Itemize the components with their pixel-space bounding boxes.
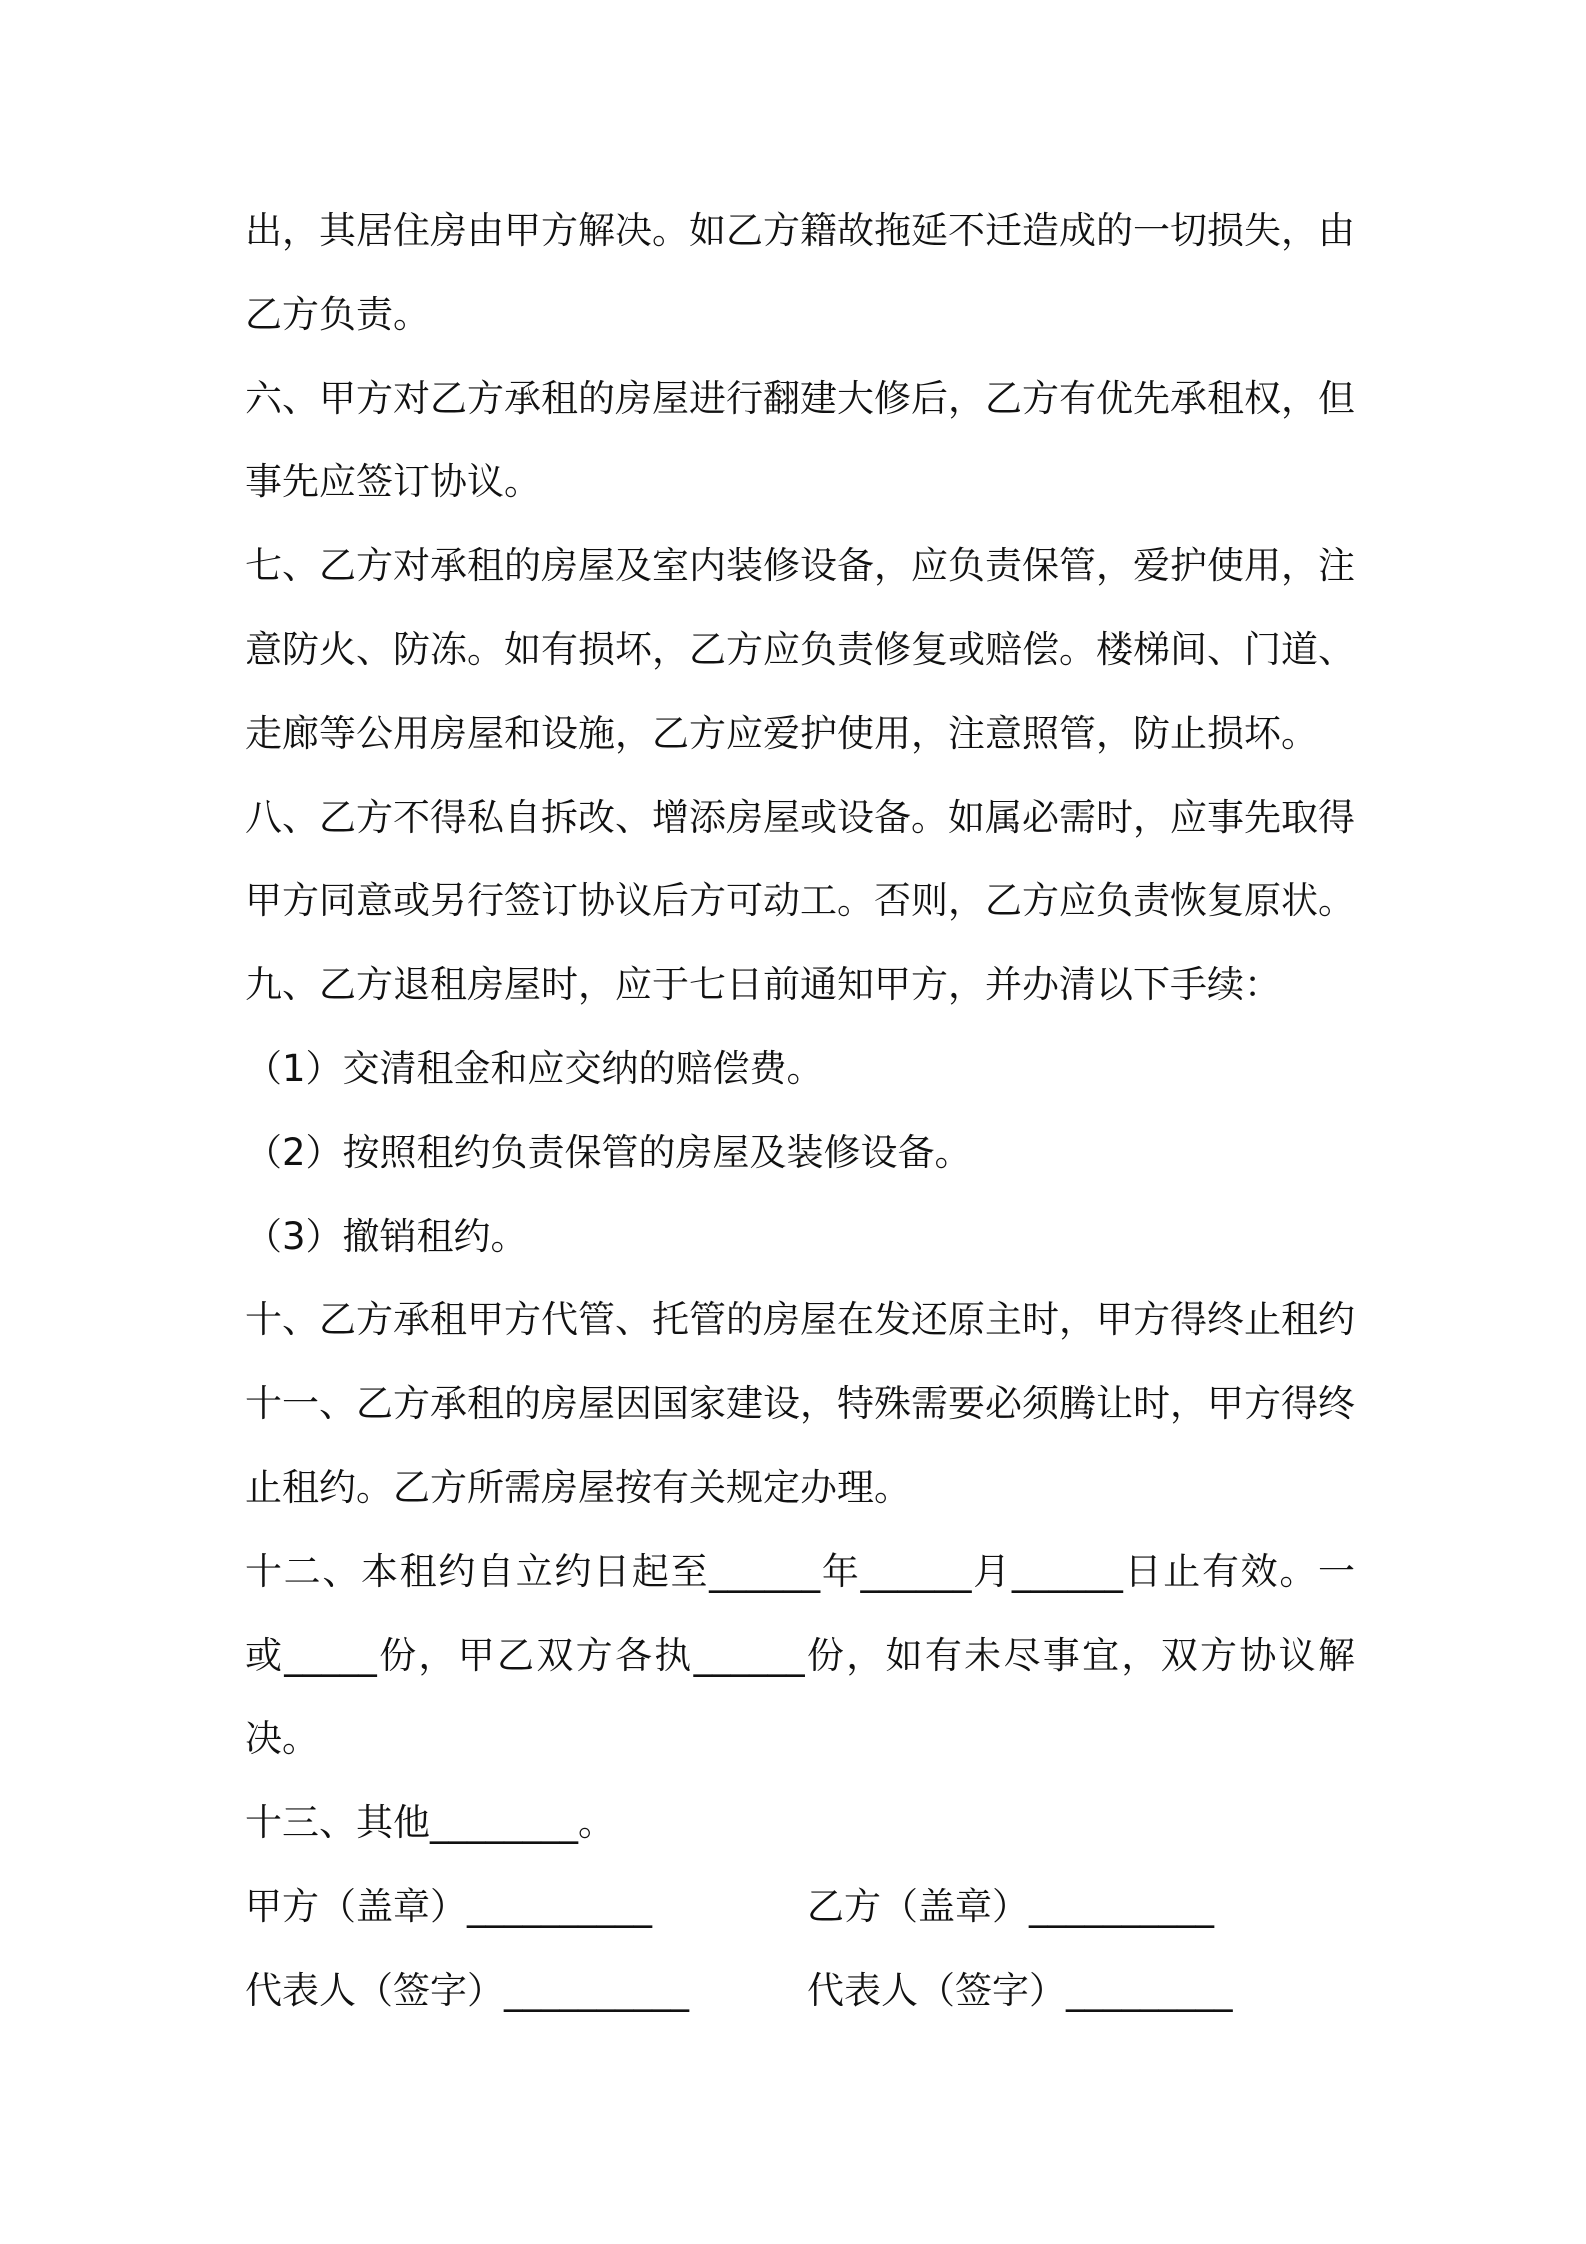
paragraph-line: 出，其居住房由甲方解决。如乙方籍故拖延不迁造成的一切损失，由 [245,209,1355,252]
clause-paragraph [245,943,1355,1027]
paragraph-line: 九、乙方退租房屋时，应于七日前通知甲方，并办清以下手续： [245,963,1281,1007]
clause-paragraph [245,524,1355,775]
paragraph-line: 甲方同意或另行签订协议后方可动工。否则，乙方应负责恢复原状。 [245,879,1355,923]
party-b-signature-field: 乙方（盖章）__________ [807,1884,1214,1928]
paragraph-line: 十二、本租约自立约日起至______年______月______日止有效。一 [245,1549,1355,1593]
paragraph-line: 八、乙方不得私自拆改、增添房屋或设备。如属必需时，应事先取得 [245,795,1355,839]
paragraph-line: （3）撤销租约。 [245,1214,528,1258]
party-b-signature-field: 代表人（签字）_________ [807,1968,1233,2012]
party-a-signature-field: 甲方（盖章）__________ [245,1884,652,1928]
paragraph-line: 走廊等公用房屋和设施，乙方应爱护使用，注意照管，防止损坏。 [245,711,1318,755]
party-a-signature-field: 代表人（签字）__________ [245,1968,689,2012]
signature-row [245,1865,1355,1949]
document-page [245,189,1355,2033]
paragraph-line: （1）交清租金和应交纳的赔偿费。 [245,1046,824,1090]
paragraph-line: 十一、乙方承租的房屋因国家建设，特殊需要必须腾让时，甲方得终 [245,1382,1355,1426]
clause-paragraph [245,1278,1355,1362]
clause-paragraph [245,1362,1355,1530]
paragraph-line: 决。 [245,1717,319,1761]
clause-paragraph [245,1111,1355,1195]
paragraph-line: 七、乙方对承租的房屋及室内装修设备，应负责保管，爱护使用，注 [245,544,1355,588]
clause-paragraph [245,1027,1355,1111]
clause-paragraph [245,1781,1355,1865]
paragraph-line: （2）按照租约负责保管的房屋及装修设备。 [245,1130,972,1174]
signature-block [245,1865,1355,2033]
signature-row [245,1949,1355,2033]
paragraph-line: 十三、其他________。 [245,1801,615,1845]
paragraph-line: 乙方负责。 [245,292,430,336]
paragraph-line: 六、甲方对乙方承租的房屋进行翻建大修后，乙方有优先承租权，但 [245,376,1355,420]
clause-paragraph [245,189,1355,357]
paragraph-line: 意防火、防冻。如有损坏，乙方应负责修复或赔偿。楼梯间、门道、 [245,627,1355,671]
paragraph-line: 或_____份，甲乙双方各执______份，如有未尽事宜，双方协议解 [245,1633,1355,1677]
paragraph-line: 止租约。乙方所需房屋按有关规定办理。 [245,1465,911,1509]
paragraph-line: 十、乙方承租甲方代管、托管的房屋在发还原主时，甲方得终止租约 [245,1298,1355,1342]
paragraph-line: 事先应签订协议。 [245,460,541,504]
clause-paragraph [245,1530,1355,1781]
clause-paragraph [245,776,1355,944]
clause-paragraph [245,1195,1355,1279]
clause-paragraph [245,357,1355,525]
contract-clauses [245,189,1355,1865]
